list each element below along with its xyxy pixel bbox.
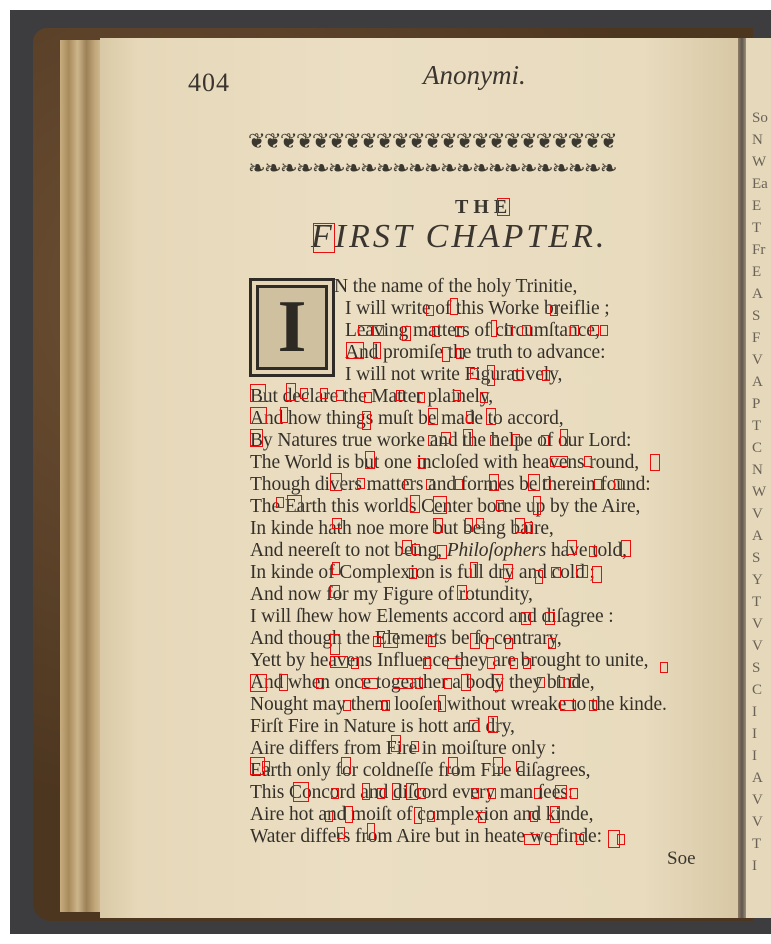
- character-box: [493, 674, 503, 691]
- character-box: [487, 365, 495, 386]
- character-box: [438, 695, 446, 712]
- character-box: [396, 390, 404, 401]
- facing-page-letter: Fr: [752, 242, 766, 258]
- character-box: [550, 834, 558, 845]
- character-box: [617, 834, 625, 845]
- character-box: [448, 757, 458, 774]
- facing-page-letter: A: [752, 770, 763, 786]
- character-box: [550, 305, 558, 316]
- character-box: [535, 570, 543, 584]
- facing-page-letter: So: [752, 110, 768, 126]
- character-box: [418, 788, 426, 799]
- character-box: [488, 716, 498, 733]
- character-box: [279, 674, 288, 691]
- character-box: [512, 434, 520, 446]
- facing-page-letter: T: [752, 594, 762, 610]
- text-segment: have told,: [546, 540, 627, 561]
- facing-page-letter: S: [752, 550, 761, 566]
- character-box: [510, 658, 518, 669]
- character-box: [470, 633, 480, 649]
- character-box: [614, 479, 622, 490]
- character-box: [417, 392, 425, 403]
- text-line: Yett by heavens Influence they are brought to unite,: [250, 650, 649, 671]
- character-box: [589, 546, 597, 557]
- character-box: [433, 496, 447, 514]
- character-box: [286, 383, 296, 401]
- character-box: [525, 522, 533, 533]
- character-box: [660, 662, 668, 673]
- text-line: And how things muſt be made to accord,: [250, 408, 564, 429]
- character-box: [330, 634, 340, 655]
- italic-word: Philoſophers: [446, 540, 547, 561]
- character-box: [476, 518, 484, 528]
- character-box: [341, 757, 351, 774]
- character-box: [455, 326, 464, 337]
- character-box: [560, 700, 576, 711]
- text-line: Aire differs from Fire in moiſture only :: [250, 738, 556, 759]
- facing-page-letter: W: [752, 484, 767, 500]
- character-box: [418, 458, 426, 469]
- character-box: [488, 788, 496, 799]
- character-box: [584, 456, 592, 467]
- heading-small: THE: [455, 196, 513, 218]
- text-line: And though the Elements be ſo contrary,: [250, 628, 562, 649]
- decorated-initial: [249, 278, 335, 377]
- character-box: [383, 633, 398, 648]
- character-box: [373, 636, 381, 647]
- character-box: [524, 834, 540, 845]
- chapter-title: FIRST CHAPTER.: [311, 218, 608, 255]
- character-box: [567, 540, 577, 555]
- text-line: I will not write Figuratively,: [345, 364, 563, 385]
- character-box: [372, 325, 384, 336]
- character-box: [576, 834, 584, 845]
- character-box: [505, 325, 513, 336]
- character-box: [300, 388, 308, 399]
- character-box: [316, 678, 324, 689]
- text-line: Aire hot and moiſt of complexion and kinde,: [250, 804, 594, 825]
- character-box: [442, 347, 450, 362]
- character-box: [346, 342, 364, 359]
- character-box: [362, 678, 378, 689]
- facing-page-letter: W: [752, 154, 767, 170]
- character-box: [433, 518, 443, 533]
- character-box: [570, 788, 578, 799]
- facing-page-letter: V: [752, 506, 763, 522]
- character-box: [428, 435, 436, 446]
- character-box: [293, 782, 309, 802]
- character-box: [465, 518, 473, 532]
- text-line: N the name of the holy Trinitie,: [334, 276, 578, 297]
- text-line: Though divers matters and formes be therein found:: [250, 474, 651, 495]
- character-box: [332, 518, 342, 529]
- facing-page-letter: A: [752, 374, 763, 390]
- character-box: [560, 429, 568, 446]
- character-box: [426, 479, 434, 490]
- character-box: [320, 388, 328, 399]
- character-box: [480, 392, 488, 403]
- facing-page-letter: P: [752, 396, 761, 412]
- character-box: [621, 540, 631, 557]
- character-box: [410, 495, 420, 513]
- character-box: [594, 479, 602, 490]
- text-line: I will write of this Worke breiflie ;: [345, 298, 610, 319]
- character-box: [490, 435, 498, 446]
- facing-page-letter: N: [752, 132, 763, 148]
- character-box: [516, 761, 524, 772]
- character-box: [423, 658, 431, 669]
- facing-page-letter: I: [752, 726, 757, 742]
- character-box: [377, 788, 385, 799]
- text-line: Earth only for coldneſſe from Fire diſagrees,: [250, 760, 591, 781]
- facing-page-letter: V: [752, 792, 763, 808]
- character-box: [469, 720, 479, 732]
- character-box: [414, 807, 422, 824]
- text-line: This Concord and diſcord every man ſees:: [250, 782, 574, 803]
- character-box: [491, 320, 497, 337]
- character-box: [330, 473, 342, 491]
- facing-page-letter: I: [752, 858, 757, 874]
- character-box: [548, 638, 556, 649]
- text-line: Water differs from Aire but in heate we finde:: [250, 826, 602, 847]
- facing-page-letter: N: [752, 462, 763, 478]
- facing-page-letter: T: [752, 418, 762, 434]
- facing-page-letter: T: [752, 220, 762, 236]
- facing-page-letter: A: [752, 528, 763, 544]
- character-box: [551, 567, 561, 578]
- character-box: [428, 636, 436, 647]
- character-box: [351, 658, 359, 669]
- text-line: In kinde hath noe more but being baire,: [250, 518, 554, 539]
- character-box: [409, 568, 417, 579]
- ornament-band-top: ❦❦❦❦❦❦❦❦❦❦❦❦❦❦❦❦❦❦❦❦❦❦❦: [248, 129, 616, 153]
- running-head: Anonymi.: [423, 60, 526, 90]
- character-box: [367, 823, 375, 840]
- character-box: [437, 545, 447, 559]
- character-box: [337, 827, 345, 839]
- character-box: [486, 638, 494, 649]
- character-box: [402, 540, 412, 554]
- drop-cap-letter: I: [277, 286, 307, 368]
- character-box: [541, 435, 549, 446]
- character-box: [486, 408, 496, 425]
- character-box: [557, 677, 565, 688]
- character-box: [250, 429, 263, 447]
- character-box: [496, 500, 504, 511]
- character-box: [542, 370, 550, 381]
- character-box: [365, 451, 375, 469]
- text-line: Nought may them looſen without wreake to the kinde.: [250, 694, 667, 715]
- character-box: [331, 788, 339, 799]
- facing-page-letter: S: [752, 660, 761, 676]
- text-line: The Earth this worlds Center borne up by the Aire,: [250, 496, 641, 517]
- character-box: [570, 677, 578, 688]
- facing-page-letter: T: [752, 836, 762, 852]
- character-box: [470, 368, 478, 379]
- text-segment: And neereſt to not being,: [250, 540, 447, 561]
- facing-page-letter: E: [752, 198, 762, 214]
- character-box: [453, 390, 461, 401]
- character-box: [487, 657, 495, 669]
- text-line: And promiſe the truth to advance:: [345, 342, 606, 363]
- character-box: [590, 325, 599, 336]
- character-box: [503, 564, 513, 579]
- facing-page-letter: I: [752, 704, 757, 720]
- facing-page-letter: S: [752, 308, 761, 324]
- character-box: [456, 348, 464, 359]
- character-box: [463, 429, 473, 446]
- character-box: [428, 408, 438, 425]
- character-box: [457, 585, 467, 600]
- catchword: Soe: [667, 848, 696, 869]
- facing-page-letter: V: [752, 638, 763, 654]
- character-box: [447, 658, 462, 669]
- character-box: [250, 384, 266, 402]
- character-box: [412, 544, 420, 555]
- facing-page-letter: V: [752, 616, 763, 632]
- character-box: [432, 326, 440, 337]
- character-box: [570, 325, 579, 336]
- facing-page-letter: A: [752, 286, 763, 302]
- text-line: In kinde of Complexion is full dry and cold ;: [250, 562, 595, 583]
- character-box: [343, 700, 351, 711]
- character-box: [545, 612, 555, 625]
- facing-page-edge: [746, 38, 771, 918]
- text-line: Leaving matters of circumſtance,: [345, 320, 600, 341]
- ornament-band-bottom: ❧❧❧❧❧❧❧❧❧❧❧❧❧❧❧❧❧❧❧❧❧❧❧: [248, 156, 616, 180]
- facing-page-letter: E: [752, 264, 762, 280]
- character-box: [262, 761, 270, 772]
- text-line: I will ſhew how Elements accord and diſagree :: [250, 606, 614, 627]
- character-box: [393, 678, 413, 689]
- character-box: [523, 658, 531, 669]
- text-line: And when once togeather a body they binde,: [250, 672, 595, 693]
- character-box: [330, 585, 340, 598]
- page-number: 404: [188, 68, 230, 97]
- character-box: [250, 674, 267, 692]
- facing-page-letter: Ea: [752, 176, 768, 192]
- character-box: [521, 612, 531, 625]
- character-box: [555, 785, 567, 799]
- character-box: [402, 326, 411, 341]
- facing-page-letter: F: [752, 330, 761, 346]
- facing-page-letter: I: [752, 748, 757, 764]
- character-box: [534, 788, 542, 799]
- character-box: [589, 700, 597, 711]
- book-gutter: [738, 38, 746, 918]
- text-line: And now for my Figure of rotundity,: [250, 584, 533, 605]
- character-box: [600, 325, 608, 336]
- character-box: [250, 407, 267, 424]
- character-box: [373, 342, 381, 359]
- character-box: [426, 305, 434, 316]
- character-box: [392, 783, 400, 800]
- character-box: [444, 678, 452, 689]
- character-box: [427, 811, 435, 822]
- character-box: [489, 474, 499, 491]
- character-box: [650, 454, 660, 471]
- facing-page-letter: V: [752, 814, 763, 830]
- text-line: But declare the Matter plainely,: [250, 386, 493, 407]
- character-box: [576, 565, 588, 578]
- character-box: [364, 392, 372, 403]
- character-box: [280, 407, 288, 423]
- facing-page-letter: C: [752, 440, 763, 456]
- character-box: [332, 562, 340, 575]
- character-box: [357, 478, 365, 489]
- character-box: [550, 456, 568, 467]
- text-line: The World is but one incloſed with heavens round,: [250, 452, 640, 473]
- character-box: [362, 411, 371, 430]
- character-box: [537, 677, 545, 688]
- character-box: [382, 700, 390, 711]
- character-box: [471, 788, 479, 799]
- character-box: [505, 638, 513, 649]
- character-box: [287, 495, 302, 512]
- character-box: [530, 811, 538, 822]
- page-edges: [60, 40, 104, 912]
- character-box: [325, 811, 333, 822]
- character-box: [497, 198, 510, 216]
- character-box: [276, 497, 284, 508]
- character-box: [461, 674, 471, 691]
- character-box: [470, 562, 478, 578]
- character-box: [592, 566, 602, 583]
- character-box: [441, 432, 451, 444]
- character-box: [528, 474, 540, 491]
- character-box: [404, 479, 412, 490]
- character-box: [336, 390, 344, 401]
- character-box: [515, 518, 525, 533]
- character-box: [391, 735, 401, 752]
- character-box: [550, 806, 560, 823]
- facing-page-letter: V: [752, 352, 763, 368]
- character-box: [345, 806, 353, 823]
- facing-page-letter: Y: [752, 572, 763, 588]
- character-box: [450, 298, 458, 315]
- character-box: [493, 757, 503, 774]
- character-box: [455, 479, 463, 490]
- character-box: [330, 656, 348, 668]
- character-box: [406, 783, 418, 800]
- character-box: [533, 496, 541, 515]
- character-box: [362, 783, 370, 800]
- facing-page-letter: C: [752, 682, 763, 698]
- character-box: [466, 411, 474, 423]
- text-line: By Natures true worke and the helpe of our Lord:: [250, 430, 632, 451]
- character-box: [522, 325, 531, 336]
- character-box: [513, 370, 523, 381]
- character-box: [313, 223, 335, 253]
- character-box: [411, 741, 419, 752]
- character-box: [415, 678, 423, 689]
- text-line: Firſt Fire in Nature is hott and dry,: [250, 716, 515, 737]
- character-box: [478, 812, 486, 823]
- character-box: [543, 479, 551, 490]
